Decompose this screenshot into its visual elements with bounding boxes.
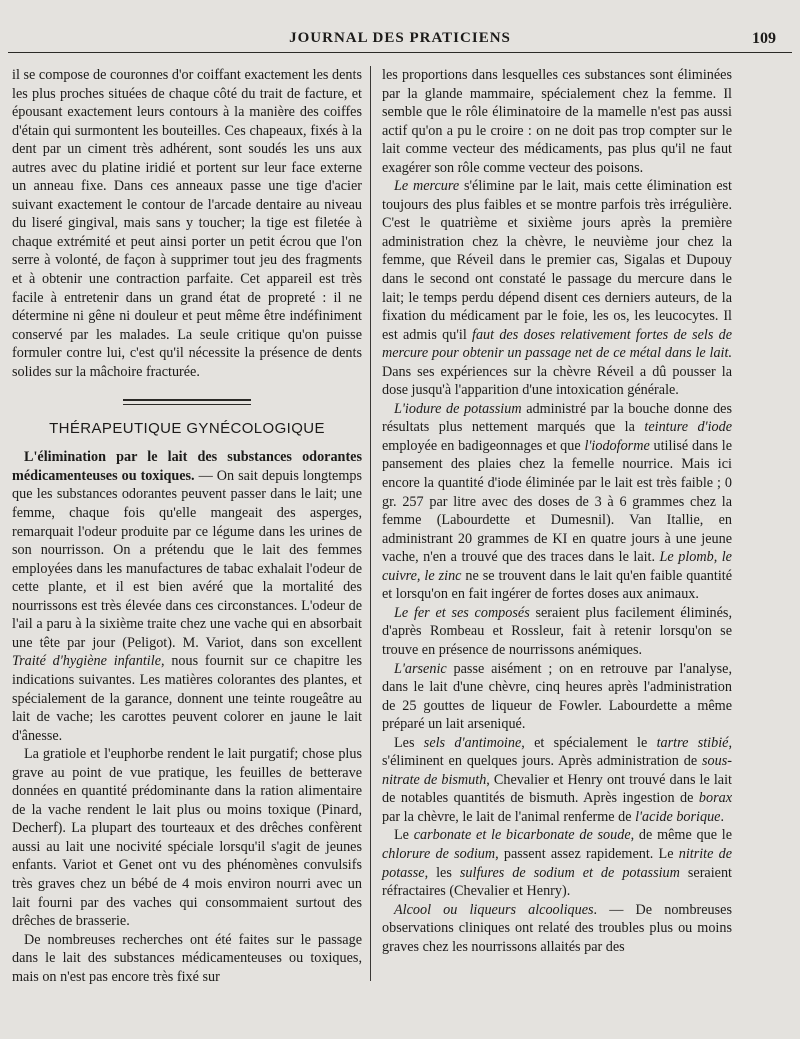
term: sulfures de sodium et de potassium [459,864,680,881]
text: Le [394,827,414,844]
paragraph-mercure [382,177,732,400]
term: Alcool ou liqueurs alcooliques [394,901,594,918]
left-column [12,66,362,1031]
term: Le mercure [394,178,460,195]
paragraph-iodure [382,400,732,604]
text: par la chèvre, le lait de l'animal renferme de [382,808,636,825]
page-header [8,26,792,53]
term: sous-nitrate de bismuth [382,753,732,788]
text: seraient plus facilement éliminés, d'après Rombeau et Rossleur, fait à retenir lorsqu'on se trouve en présence de nourrissons anémiques. [382,604,732,658]
text: passe aisément ; on en retrouve par l'analyse, dans le lait d'une chèvre, cinq heures après l'administration de 25 gouttes de liqueur de Fowler. Labourdette a même préparé un lait arseniqué. [382,660,732,733]
paragraph-antimoine [382,734,732,827]
book-title: Traité d'hygiène infantile [12,653,161,670]
text: employée en badigeonnages et que [382,437,585,454]
term: carbonate et le bicarbonate de soude [413,827,631,844]
term: nitrite de potasse [382,845,732,881]
text: — On sait depuis longtemps que les substances odorantes peuvent passer dans le lait; une femme, chaque fois qu'elle mangeait des asperges, remarquait l'odeur produite par ce légume dans les urines de son nourrisson. On a prétendu que le lait des femmes employées dans les manufactures de tabac exhalait l'odeur de cette plante, et il est bien avéré que la mortalité des nourrissons est très élevée dans ces circonstances. L'odeur de l'ail a paru à la sixième traite chez une vache qui en absorbait une tête par jour (Peligot). M. Variot, dans son excellent [12,467,362,651]
page-number: 109 [752,30,776,47]
paragraph-dental-appliance: il se compose de couronnes d'or coiffant exactement les dents les plus proches situées de chaque côté du trait de facture, et épousant exactement leurs contours à la manière des coiffes d'étain qui surmontent les bouteilles. Ces chapeaux, fixés à la dent par un ciment très adhérent, sont soudés les uns aux autres avec du platine iridié et portent sur leur face externe un anneau fixe. Dans ces anneaux passe une tige d'acier suivant exactement le contour de l'arcade dentaire au niveau du liseré gingival, mais sans y toucher; la tige est filetée à chaque extrémité et peut ainsi porter un petit écrou que l'on serre à volonté, de façon à supprimer tout jeu des fragments et à obtenir une contraction parfaite. Cet appareil est très facile à entretenir dans un grand état de propreté : il ne détermine ni gêne ni douleur et peut même être indéfiniment conservé par les malades. La seule critique qu'on puisse formuler contre lui, c'est qu'il nécessite la présence de dents solides sur la mâchoire fracturée. [12,67,362,380]
term: chlorure de sodium [382,845,496,862]
text: utilisé dans le pansement des plaies chez la femelle nourrice. Mais ici encore la quantité d'iode éliminée par le lait est très faible ; 0 gr. 257 par litre avec des doses de 3 à 6 grammes chez la femme (Labourdette et Dumesnil). Van Itallie, en administrant 20 grammes de KI en quatre jours à une jeune vache, n'en a trouvé que des traces dans le lait. [382,437,732,566]
term: Le plomb, le cuivre, le zinc [382,549,732,584]
separator-rule [123,399,251,405]
paragraph-purgative: La gratiole et l'euphorbe rendent le lait purgatif; chose plus grave au point de vue pratique, les feuilles de betterave données en quantité prédominante dans la ration alimentaire de la vache rendent le lait plus ou moins toxique (Pinard, Decherf). La plupart des tourteaux et des drêches confèrent aussi au lait une nocivité spéciale lorsqu'il s'agit de jeunes enfants. Variot et Genet ont vu des phénomènes convulsifs très graves chez un bébé de 4 mois environ nourri avec un lait fourni par des vaches qui consommaient surtout des drêches de brasserie. [12,746,362,930]
paragraph-proportions: les proportions dans lesquelles ces substances sont éliminées par la glande mammaire, spécialement chez la femme. Il semble que le rôle éliminatoire de la mamelle n'est pas aussi actif qu'on a pu le croire : on ne doit pas trop compter sur le lait comme vecteur des médicaments, pas plus qu'il ne faut exagérer son rôle comme vecteur des poisons. [382,67,732,176]
term: borax [698,790,732,807]
term: L'iodure de potassium [394,400,522,417]
term: l'iodoforme [584,437,650,454]
text: , les [424,864,460,881]
paragraph-fer [382,604,732,660]
text: ne se trouvent dans le lait qu'en faible quantité et lorsqu'on en fait ingérer de fortes doses aux animaux. [382,567,732,603]
text: seraient réfractaires (Chevalier et Henry). [382,864,732,900]
column-divider [370,66,371,981]
text: , nous fournit sur ce chapitre les indications suivantes. Les matières colorantes des plantes, et spécialement de la garance, donnent une teinte rougeâtre au lait de vache; les carottes peuvent colorer en jaune le lait d'ânesse. [12,653,363,744]
paragraph-alcool [382,901,732,957]
text: , de même que le [630,827,733,844]
text: , passent assez rapidement. Le [495,845,679,862]
text: . [720,808,725,825]
term: L'arsenic [394,660,447,677]
term: Le fer et ses composés [394,604,530,621]
text: Dans ses expériences sur la chèvre Réveil a dû pousser la dose jusqu'à l'apparition d'une intoxication générale. [382,363,732,399]
text: , s'éliminent en quelques jours. Après administration de [382,734,732,770]
term: teinture d'iode [644,419,732,436]
text: , Chevalier et Henry ont trouvé dans le lait de notables quantités de bismuth. Après ingestion de [382,771,732,807]
term: tartre stibié [656,734,729,751]
section-title: THÉRAPEUTIQUE GYNÉCOLOGIQUE [49,419,325,437]
term: l'acide borique [635,808,721,825]
paragraph-elimination [12,448,362,745]
paragraph-research: De nombreuses recherches ont été faites sur le passage dans le lait des substances médicamenteuses ou toxiques, mais on n'est pas encore très fixé sur [12,931,362,985]
text: Les [394,734,424,751]
term: sels d'antimoine [423,734,522,751]
text: , et spécialement le [521,734,657,751]
text: administré par la bouche donne des résultats plus nettement marqués que la [382,400,732,436]
text: . — De nombreuses observations cliniques ont relaté des troubles plus ou moins graves chez les nourrissons allaités par des [382,901,732,955]
paragraph-arsenic [382,660,732,734]
right-column [382,66,732,1031]
quote: faut des doses relativement fortes de sels de mercure pour obtenir un passage net de ce métal dans le lait. [382,326,732,362]
article-heading: L'élimination par le lait des substances odorantes médicamenteuses ou toxiques. [12,449,362,484]
paragraph-soude [382,826,732,900]
text: s'élimine par le lait, mais cette élimination est toujours des plus faibles et se montre parfois très irrégulière. C'est le quatrième et sixième jours après la première administration chez la chèvre, le neuvième jour chez la femme, que Réveil dans le premier cas, Sigalas et Dupouy dans le second ont constaté le passage du mercure dans le lait; le temps perdu dépend disent ces derniers auteurs, de la fixation du médicament par le foie, les os, les leucocytes. Il est admis qu'il [382,178,732,343]
section-separator [12,392,362,411]
journal-title: JOURNAL DES PRATICIENS [289,30,511,46]
